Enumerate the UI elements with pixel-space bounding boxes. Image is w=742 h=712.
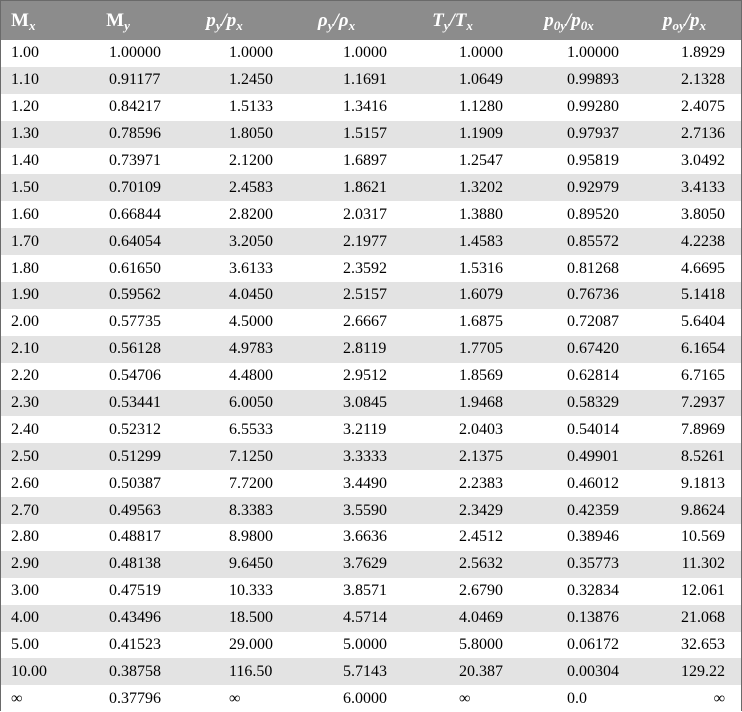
table-cell: 1.30 bbox=[11, 125, 39, 143]
table-cell: 1.80 bbox=[11, 259, 39, 277]
table-cell: 1.2450 bbox=[229, 71, 273, 89]
table-row bbox=[1, 524, 741, 551]
table-cell: 5.0000 bbox=[343, 636, 387, 654]
table-cell: 0.54706 bbox=[109, 367, 161, 385]
table-row bbox=[1, 40, 741, 67]
table-row bbox=[1, 551, 741, 578]
table-cell: 1.8569 bbox=[459, 367, 503, 385]
table-cell: 1.00000 bbox=[109, 44, 161, 62]
table-cell: 1.60 bbox=[11, 205, 39, 223]
table-row bbox=[1, 174, 741, 201]
table-cell: 1.1909 bbox=[459, 125, 503, 143]
table-cell: 6.7165 bbox=[681, 367, 725, 385]
column-header-subscript: y bbox=[215, 17, 222, 33]
table-cell: 0.99893 bbox=[567, 71, 619, 89]
table-cell: 1.70 bbox=[11, 232, 39, 250]
table-row bbox=[1, 443, 741, 470]
table-cell: 1.6897 bbox=[343, 152, 387, 169]
table-cell: 20.387 bbox=[459, 662, 503, 680]
table-cell: 2.30 bbox=[11, 394, 39, 412]
table-cell: 1.0000 bbox=[343, 44, 387, 62]
table-cell: 0.64054 bbox=[109, 232, 161, 250]
table-cell: 1.0000 bbox=[229, 44, 273, 62]
table-cell: 6.1654 bbox=[681, 340, 725, 358]
table-cell: 0.32834 bbox=[567, 582, 619, 600]
table-cell: 0.46012 bbox=[567, 474, 619, 492]
column-header-symbol: T bbox=[432, 9, 444, 31]
table-cell: 10.333 bbox=[229, 582, 273, 600]
table-cell: 8.3383 bbox=[229, 501, 273, 519]
table-cell: 1.8929 bbox=[681, 44, 725, 62]
table-row bbox=[1, 121, 741, 148]
table-cell: 0.92979 bbox=[567, 178, 619, 196]
table-cell: 1.10 bbox=[11, 71, 39, 89]
column-header-symbol: ρ bbox=[317, 9, 328, 31]
table-cell: 4.0450 bbox=[229, 286, 273, 304]
table-cell: 0.49901 bbox=[567, 447, 619, 465]
table-cell: 4.6695 bbox=[681, 259, 725, 277]
column-header-symbol: p bbox=[544, 9, 554, 31]
table-cell: 0.56128 bbox=[109, 340, 161, 358]
table-cell: 1.1280 bbox=[459, 98, 503, 116]
table-cell: 8.9800 bbox=[229, 528, 273, 546]
table-cell: 0.13876 bbox=[567, 609, 619, 627]
table-cell: 0.47519 bbox=[109, 582, 161, 600]
table-cell: 1.1691 bbox=[343, 71, 387, 89]
table-cell: 10.00 bbox=[11, 662, 47, 680]
column-header-divisor-subscript: x bbox=[699, 17, 707, 33]
table-cell: 2.0403 bbox=[459, 420, 503, 438]
table-cell: 1.8621 bbox=[343, 178, 387, 196]
table-cell: 129.22 bbox=[681, 662, 725, 680]
table-cell: 3.5590 bbox=[343, 501, 387, 519]
table-cell: 4.0469 bbox=[459, 609, 503, 627]
table-row bbox=[1, 578, 741, 605]
table-cell: 8.5261 bbox=[681, 447, 725, 465]
table-cell: 1.0000 bbox=[459, 44, 503, 62]
table-cell: 5.8000 bbox=[459, 636, 503, 654]
column-header-divisor-subscript: 0x bbox=[580, 17, 594, 33]
table-cell: 3.0845 bbox=[343, 394, 387, 412]
table-cell: 1.2547 bbox=[459, 152, 503, 169]
table-cell: 0.38758 bbox=[109, 662, 161, 680]
column-header-1 bbox=[65, 1, 171, 40]
table-row bbox=[1, 632, 741, 659]
table-cell: 1.5316 bbox=[459, 259, 503, 277]
table-cell: 5.1418 bbox=[681, 286, 725, 304]
column-header-subscript: x bbox=[28, 17, 36, 33]
table-cell: 2.8200 bbox=[229, 205, 273, 223]
table-cell: 2.4583 bbox=[229, 178, 273, 196]
table-cell: 3.8571 bbox=[343, 582, 387, 600]
table-row bbox=[1, 309, 741, 336]
table-row bbox=[1, 470, 741, 497]
table-cell: 2.2383 bbox=[459, 474, 503, 492]
table-cell: 3.4133 bbox=[681, 178, 725, 196]
table-row bbox=[1, 282, 741, 309]
table-row bbox=[1, 497, 741, 524]
table-cell: 7.7200 bbox=[229, 474, 273, 492]
table-cell: 2.4075 bbox=[681, 98, 725, 116]
table-cell: 4.9783 bbox=[229, 340, 273, 358]
table-cell: 1.9468 bbox=[459, 394, 503, 412]
table-cell: 9.8624 bbox=[681, 501, 725, 519]
column-header-6 bbox=[628, 1, 741, 40]
table-cell: 0.48817 bbox=[109, 528, 161, 546]
table-cell: 2.1977 bbox=[343, 232, 387, 250]
table-cell: 11.302 bbox=[681, 555, 725, 573]
table-cell: 0.81268 bbox=[567, 259, 619, 277]
table-cell: 0.70109 bbox=[109, 178, 161, 196]
table-cell: 0.66844 bbox=[109, 205, 161, 223]
table-row bbox=[1, 390, 741, 417]
column-header-subscript: 0y bbox=[553, 17, 566, 33]
table-row bbox=[1, 658, 741, 685]
table-cell: 3.6636 bbox=[343, 528, 387, 546]
table-cell: 2.00 bbox=[11, 313, 39, 331]
column-header-divisor-subscript: x bbox=[236, 17, 243, 33]
table-cell: 2.4512 bbox=[459, 528, 503, 546]
column-header-symbol: p bbox=[662, 9, 673, 31]
table-cell: 4.5714 bbox=[343, 609, 387, 627]
table-body bbox=[1, 40, 741, 712]
table-cell: 1.00000 bbox=[567, 44, 619, 62]
column-header-subscript: y bbox=[443, 17, 450, 33]
table-cell: 3.4490 bbox=[343, 474, 387, 492]
table-cell: 2.1328 bbox=[681, 71, 725, 89]
table-cell: 0.49563 bbox=[109, 501, 161, 519]
table-cell: 2.60 bbox=[11, 474, 39, 492]
table-cell: 0.58329 bbox=[567, 394, 619, 412]
table-cell: 0.52312 bbox=[109, 420, 161, 438]
table-cell: 0.73971 bbox=[109, 152, 161, 169]
table-cell: 0.0 bbox=[567, 689, 587, 707]
table-cell: 2.0317 bbox=[343, 205, 387, 223]
table-cell: 32.653 bbox=[681, 636, 725, 654]
table-cell: 0.51299 bbox=[109, 447, 161, 465]
table-cell: 1.6079 bbox=[459, 286, 503, 304]
table-cell: 1.7705 bbox=[459, 340, 503, 358]
table-cell: ∞ bbox=[459, 689, 471, 707]
table-cell: 2.50 bbox=[11, 447, 39, 465]
table-cell: 1.8050 bbox=[229, 125, 273, 143]
column-header-divisor: /p bbox=[566, 9, 581, 31]
table-cell: 4.5000 bbox=[229, 313, 273, 331]
table-cell: 9.6450 bbox=[229, 555, 273, 573]
table-cell: 1.3880 bbox=[459, 205, 503, 223]
table-cell: 2.3592 bbox=[343, 259, 387, 277]
table-cell: 2.3429 bbox=[459, 501, 503, 519]
table-cell: 3.8050 bbox=[681, 205, 725, 223]
table-cell: 1.40 bbox=[11, 152, 39, 169]
table-cell: 1.3202 bbox=[459, 178, 503, 196]
table-cell: 2.7136 bbox=[681, 125, 725, 143]
table-row bbox=[1, 255, 741, 282]
table-cell: 0.06172 bbox=[567, 636, 619, 654]
table-cell: 2.6667 bbox=[343, 313, 387, 331]
table-cell: 0.53441 bbox=[109, 394, 161, 412]
table-cell: 1.20 bbox=[11, 98, 39, 116]
table-cell: 1.0649 bbox=[459, 71, 503, 89]
table-header bbox=[1, 1, 741, 40]
table-cell: 5.7143 bbox=[343, 662, 387, 680]
column-header-divisor-subscript: x bbox=[466, 17, 473, 33]
table-cell: 0.85572 bbox=[567, 232, 619, 250]
table-cell: 0.59562 bbox=[109, 286, 161, 304]
table-cell: 1.90 bbox=[11, 286, 39, 304]
table-cell: 0.78596 bbox=[109, 125, 161, 143]
column-header-5 bbox=[510, 1, 628, 40]
column-header-divisor: /ρ bbox=[333, 9, 349, 31]
table-cell: 0.95819 bbox=[567, 152, 619, 169]
table-cell: 2.20 bbox=[11, 367, 39, 385]
table-row bbox=[1, 67, 741, 94]
table-cell: 2.80 bbox=[11, 528, 39, 546]
table-cell: 0.84217 bbox=[109, 98, 161, 116]
table-cell: 0.42359 bbox=[567, 501, 619, 519]
table-cell: 12.061 bbox=[681, 582, 725, 600]
column-header-divisor: /T bbox=[449, 9, 467, 31]
table-cell: 3.00 bbox=[11, 582, 39, 600]
column-header-divisor: /p bbox=[684, 9, 700, 31]
table-cell: 2.40 bbox=[11, 420, 39, 438]
table-cell: 1.5133 bbox=[229, 98, 273, 116]
table-cell: 0.54014 bbox=[567, 420, 619, 438]
table-cell: 2.5632 bbox=[459, 555, 503, 573]
table-row bbox=[1, 201, 741, 228]
table-cell: 5.00 bbox=[11, 636, 39, 654]
table-cell: ∞ bbox=[713, 689, 725, 707]
table-cell: 0.72087 bbox=[567, 313, 619, 331]
column-header-subscript: oy bbox=[672, 17, 685, 33]
table-cell: 3.2050 bbox=[229, 232, 273, 250]
table-cell: 3.2119 bbox=[343, 420, 387, 438]
table-cell: 0.91177 bbox=[109, 71, 161, 89]
table-cell: 2.5157 bbox=[343, 286, 387, 304]
table-cell: 1.5157 bbox=[343, 125, 387, 143]
table-row bbox=[1, 148, 741, 175]
table-cell: 2.10 bbox=[11, 340, 39, 358]
table-cell: 9.1813 bbox=[681, 474, 725, 492]
table-cell: 0.99280 bbox=[567, 98, 619, 116]
table-cell: 2.1375 bbox=[459, 447, 503, 465]
table-cell: 6.0050 bbox=[229, 394, 273, 412]
table-cell: 3.6133 bbox=[229, 259, 273, 277]
table-cell: 0.89520 bbox=[567, 205, 619, 223]
table-cell: 0.57735 bbox=[109, 313, 161, 331]
table-cell: 0.62814 bbox=[567, 367, 619, 385]
table-cell: 3.7629 bbox=[343, 555, 387, 573]
table-cell: 0.43496 bbox=[109, 609, 161, 627]
column-header-subscript: y bbox=[327, 17, 334, 33]
table-cell: 3.3333 bbox=[343, 447, 387, 465]
column-header-divisor-subscript: x bbox=[348, 17, 356, 33]
column-header-symbol: M bbox=[106, 9, 125, 31]
column-header-4 bbox=[395, 1, 510, 40]
table-cell: 1.50 bbox=[11, 178, 39, 196]
table-cell: 0.41523 bbox=[109, 636, 161, 654]
table-cell: 18.500 bbox=[229, 609, 273, 627]
table-cell: 0.38946 bbox=[567, 528, 619, 546]
table-cell: ∞ bbox=[11, 689, 23, 707]
table-cell: 29.000 bbox=[229, 636, 273, 654]
table-row bbox=[1, 228, 741, 255]
table-cell: 7.2937 bbox=[681, 394, 725, 412]
table-cell: 0.50387 bbox=[109, 474, 161, 492]
table-cell: 0.67420 bbox=[567, 340, 619, 358]
table-cell: 1.6875 bbox=[459, 313, 503, 331]
column-header-2 bbox=[171, 1, 278, 40]
table-row bbox=[1, 416, 741, 443]
table-cell: 6.5533 bbox=[229, 420, 273, 438]
table-cell: 4.00 bbox=[11, 609, 39, 627]
table-cell: 0.48138 bbox=[109, 555, 161, 573]
table-cell: 21.068 bbox=[681, 609, 725, 627]
column-header-3 bbox=[278, 1, 395, 40]
table-cell: 0.61650 bbox=[109, 259, 161, 277]
table-cell: 2.1200 bbox=[229, 152, 273, 169]
table-cell: ∞ bbox=[229, 689, 241, 707]
column-header-symbol: M bbox=[11, 9, 29, 31]
column-header-symbol: p bbox=[206, 9, 216, 31]
column-header-subscript: y bbox=[124, 17, 130, 33]
table-cell: 1.00 bbox=[11, 44, 39, 62]
table-cell: 0.37796 bbox=[109, 689, 161, 707]
table-cell: 2.70 bbox=[11, 501, 39, 519]
table-cell: 2.9512 bbox=[343, 367, 387, 385]
normal-shock-table bbox=[1, 1, 741, 712]
table-cell: 7.8969 bbox=[681, 420, 725, 438]
table-cell: 10.569 bbox=[681, 528, 725, 546]
table-row bbox=[1, 685, 741, 712]
table-cell: 3.0492 bbox=[681, 152, 725, 169]
table-cell: 0.76736 bbox=[567, 286, 619, 304]
table-row bbox=[1, 363, 741, 390]
table-cell: 4.4800 bbox=[229, 367, 273, 385]
table-cell: 0.97937 bbox=[567, 125, 619, 143]
column-header-0 bbox=[1, 1, 65, 40]
table-cell: 2.90 bbox=[11, 555, 39, 573]
table-row bbox=[1, 94, 741, 121]
table-row bbox=[1, 336, 741, 363]
table-cell: 6.0000 bbox=[343, 689, 387, 707]
table-cell: 4.2238 bbox=[681, 232, 725, 250]
table-cell: 7.1250 bbox=[229, 447, 273, 465]
table-cell: 2.6790 bbox=[459, 582, 503, 600]
table-cell: 1.3416 bbox=[343, 98, 387, 116]
header-row bbox=[1, 1, 741, 40]
table-cell: 116.50 bbox=[229, 662, 273, 680]
table-row bbox=[1, 605, 741, 632]
table-cell: 5.6404 bbox=[681, 313, 725, 331]
table-cell: 1.4583 bbox=[459, 232, 503, 250]
table-cell: 0.35773 bbox=[567, 555, 619, 573]
table-cell: 2.8119 bbox=[343, 340, 387, 358]
column-header-divisor: /p bbox=[221, 9, 237, 31]
table-cell: 0.00304 bbox=[567, 662, 619, 680]
